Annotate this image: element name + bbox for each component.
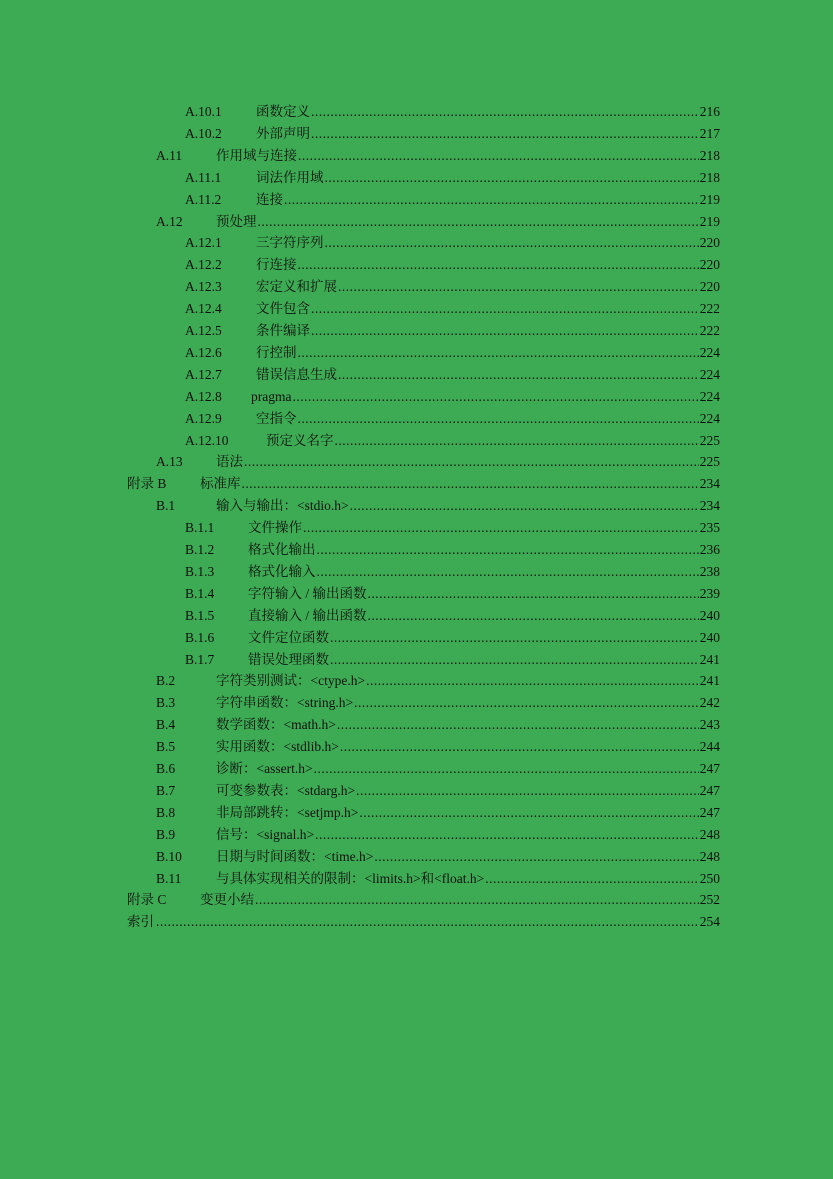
toc-entry-title: 数学函数：<math.h> xyxy=(216,717,336,733)
toc-entry-page: 224 xyxy=(699,344,720,360)
toc-entry-page: 218 xyxy=(699,169,720,185)
toc-entry[interactable] xyxy=(0,847,833,867)
toc-entry-number: B.1.1 xyxy=(185,520,215,536)
toc-entry-title: 格式化输出 xyxy=(248,542,316,557)
toc-entry[interactable] xyxy=(0,606,833,626)
toc-entry-page: 239 xyxy=(699,585,720,601)
toc-entry-number: A.12.1 xyxy=(185,235,222,251)
toc-entry-number: B.5 xyxy=(156,739,176,755)
toc-leader-dots xyxy=(156,912,699,932)
toc-entry-number: A.12.9 xyxy=(185,410,222,426)
toc-entry-number: A.12 xyxy=(156,213,183,229)
toc-entry-number: B.1.6 xyxy=(185,629,215,645)
toc-entry[interactable] xyxy=(0,190,833,210)
toc-entry-number: A.12.5 xyxy=(185,323,222,338)
toc-entry-page: 224 xyxy=(699,366,720,382)
toc-entry[interactable] xyxy=(0,168,833,188)
toc-leader-dots xyxy=(311,124,699,144)
toc-entry[interactable] xyxy=(0,671,833,691)
toc-entry-number: B.1 xyxy=(156,498,176,514)
toc-entry[interactable] xyxy=(0,737,833,757)
toc-entry[interactable] xyxy=(0,693,833,713)
toc-entry-title: 宏定义和扩展 xyxy=(256,279,337,295)
toc-entry-page: 224 xyxy=(699,388,720,404)
toc-entry-page: 241 xyxy=(699,651,720,667)
toc-leader-dots xyxy=(338,365,699,385)
toc-entry[interactable] xyxy=(0,825,833,845)
toc-entry[interactable] xyxy=(0,102,833,122)
toc-entry-number: A.11 xyxy=(156,147,183,163)
toc-entry-title: 信号：<signal.h> xyxy=(216,826,315,842)
toc-entry-title: 词法作用域 xyxy=(256,169,324,185)
toc-entry-title: pragma xyxy=(251,388,292,404)
toc-leader-dots xyxy=(350,496,699,516)
toc-entry-page: 236 xyxy=(699,542,720,557)
toc-entry-title: 与具体实现相关的限制：<limits.h>和<float.h> xyxy=(216,870,485,886)
toc-entry[interactable] xyxy=(0,869,833,889)
toc-entry-page: 220 xyxy=(699,279,720,295)
toc-entry-title: 语法 xyxy=(216,454,243,470)
toc-leader-dots xyxy=(244,452,699,472)
toc-entry-number: B.8 xyxy=(156,804,176,820)
toc-leader-dots xyxy=(317,540,699,560)
toc-entry-number: A.12.3 xyxy=(185,279,222,295)
toc-entry-title: 预定义名字 xyxy=(266,432,334,448)
toc-leader-dots xyxy=(325,168,699,188)
toc-leader-dots xyxy=(368,606,699,626)
toc-leader-dots xyxy=(298,255,699,275)
toc-entry-page: 225 xyxy=(699,454,720,470)
toc-entry-page: 235 xyxy=(699,520,720,536)
toc-leader-dots xyxy=(337,715,699,735)
toc-leader-dots xyxy=(368,584,699,604)
toc-leader-dots xyxy=(330,628,699,648)
toc-entry[interactable] xyxy=(0,299,833,319)
toc-entry-title: 文件包含 xyxy=(256,301,310,317)
toc-entry-number: B.6 xyxy=(156,761,176,776)
toc-entry-number: A.11.1 xyxy=(185,169,222,185)
toc-leader-dots xyxy=(485,869,699,889)
toc-entry-title: 预处理 xyxy=(216,213,257,229)
toc-entry-page: 234 xyxy=(699,498,720,514)
toc-leader-dots xyxy=(340,737,699,757)
toc-entry-page: 242 xyxy=(699,695,720,711)
toc-entry[interactable] xyxy=(0,255,833,275)
toc-entry-number: 索引 xyxy=(127,914,154,930)
toc-entry[interactable] xyxy=(0,496,833,516)
toc-entry[interactable] xyxy=(0,518,833,538)
toc-leader-dots xyxy=(315,825,699,845)
toc-entry-title: 日期与时间函数：<time.h> xyxy=(216,848,374,864)
toc-leader-dots xyxy=(292,387,698,407)
toc-entry[interactable] xyxy=(0,715,833,735)
toc-entry-page: 240 xyxy=(699,607,720,623)
toc-entry[interactable] xyxy=(0,540,833,560)
toc-entry-page: 244 xyxy=(699,739,720,755)
toc-entry-page: 234 xyxy=(699,476,720,492)
toc-entry[interactable] xyxy=(0,409,833,429)
toc-entry-title: 错误信息生成 xyxy=(256,366,337,382)
toc-leader-dots xyxy=(356,781,699,801)
toc-entry-number: 附录 B xyxy=(127,476,167,492)
toc-leader-dots xyxy=(298,146,699,166)
toc-entry-number: B.10 xyxy=(156,848,182,864)
toc-entry-number: B.9 xyxy=(156,826,176,842)
toc-entry-title: 函数定义 xyxy=(256,104,310,119)
toc-leader-dots xyxy=(311,299,699,319)
toc-entry-title: 实用函数：<stdlib.h> xyxy=(216,739,339,755)
toc-leader-dots xyxy=(366,671,699,691)
toc-entry-page: 252 xyxy=(699,892,720,908)
toc-entry[interactable] xyxy=(0,277,833,297)
toc-entry-page: 247 xyxy=(699,804,720,820)
toc-entry-number: B.1.7 xyxy=(185,651,215,667)
toc-entry-page: 247 xyxy=(699,782,720,798)
toc-entry-page: 217 xyxy=(699,125,720,141)
toc-entry[interactable] xyxy=(0,146,833,166)
toc-entry[interactable] xyxy=(0,650,833,670)
toc-entry-page: 247 xyxy=(699,761,720,776)
toc-leader-dots xyxy=(335,431,699,451)
toc-entry[interactable] xyxy=(0,321,833,341)
toc-entry-title: 可变参数表：<stdarg.h> xyxy=(216,782,356,798)
toc-entry[interactable] xyxy=(0,365,833,385)
toc-entry-page: 254 xyxy=(699,914,720,930)
toc-entry[interactable] xyxy=(0,759,833,779)
toc-entry-page: 216 xyxy=(699,104,720,119)
toc-leader-dots xyxy=(317,562,699,582)
toc-leader-dots xyxy=(325,233,699,253)
toc-entry-number: A.10.1 xyxy=(185,104,222,119)
toc-entry-title: 输入与输出：<stdio.h> xyxy=(216,498,349,514)
toc-entry-title: 行控制 xyxy=(256,344,297,360)
toc-entry-title: 诊断：<assert.h> xyxy=(216,761,313,776)
toc-entry[interactable] xyxy=(0,474,833,494)
toc-entry-title: 空指令 xyxy=(256,410,297,426)
toc-leader-dots xyxy=(255,890,699,910)
toc-entry-title: 文件操作 xyxy=(248,520,302,536)
toc-entry-number: B.1.4 xyxy=(185,585,215,601)
toc-entry-number: B.1.5 xyxy=(185,607,215,623)
toc-entry[interactable] xyxy=(0,431,833,451)
toc-entry-title: 连接 xyxy=(256,191,283,207)
toc-entry-page: 238 xyxy=(699,563,720,579)
toc-entry-number: A.12.7 xyxy=(185,366,222,382)
toc-leader-dots xyxy=(242,474,699,494)
toc-entry[interactable] xyxy=(0,584,833,604)
toc-entry-number: B.1.3 xyxy=(185,563,215,579)
toc-entry-title: 文件定位函数 xyxy=(248,629,329,645)
toc-entry-title: 标准库 xyxy=(200,476,241,492)
toc-entry-number: A.12.8 xyxy=(185,388,222,404)
toc-entry[interactable] xyxy=(0,452,833,472)
toc-leader-dots xyxy=(311,321,699,341)
toc-entry-page: 248 xyxy=(699,848,720,864)
toc-leader-dots xyxy=(338,277,699,297)
toc-entry[interactable] xyxy=(0,124,833,144)
toc-entry-title: 字符串函数：<string.h> xyxy=(216,695,354,711)
toc-entry[interactable] xyxy=(0,387,833,407)
toc-leader-dots xyxy=(298,409,699,429)
toc-entry-page: 218 xyxy=(699,147,720,163)
toc-entry[interactable] xyxy=(0,890,833,910)
toc-entry-title: 三字符序列 xyxy=(256,235,324,251)
toc-entry-page: 219 xyxy=(699,191,720,207)
toc-entry-number: B.1.2 xyxy=(185,542,215,557)
toc-entry-page: 241 xyxy=(699,673,720,689)
toc-leader-dots xyxy=(298,343,699,363)
toc-entry-title: 错误处理函数 xyxy=(248,651,329,667)
toc-entry-title: 字符输入 / 输出函数 xyxy=(248,585,367,601)
toc-entry-page: 250 xyxy=(699,870,720,886)
toc-entry-title: 格式化输入 xyxy=(248,563,316,579)
toc-leader-dots xyxy=(374,847,698,867)
toc-entry-page: 220 xyxy=(699,235,720,251)
toc-entry[interactable] xyxy=(0,343,833,363)
toc-entry-number: A.13 xyxy=(156,454,183,470)
toc-entry-page: 248 xyxy=(699,826,720,842)
toc-entry-number: B.11 xyxy=(156,870,182,886)
toc-entry-number: A.12.2 xyxy=(185,257,222,273)
toc-entry-number: 附录 C xyxy=(127,892,167,908)
toc-entry-page: 243 xyxy=(699,717,720,733)
toc-entry-title: 作用域与连接 xyxy=(216,147,297,163)
toc-leader-dots xyxy=(311,102,699,122)
toc-entry-page: 219 xyxy=(699,213,720,229)
toc-leader-dots xyxy=(354,693,699,713)
toc-entry-title: 行连接 xyxy=(256,257,297,273)
toc-entry-number: B.7 xyxy=(156,782,176,798)
toc-entry-page: 222 xyxy=(699,323,720,338)
toc-leader-dots xyxy=(284,190,699,210)
toc-entry-number: B.2 xyxy=(156,673,176,689)
toc-entry-title: 直接输入 / 输出函数 xyxy=(248,607,367,623)
toc-entry-number: A.12.4 xyxy=(185,301,222,317)
toc-entry-title: 非局部跳转：<setjmp.h> xyxy=(216,804,359,820)
toc-leader-dots xyxy=(303,518,699,538)
toc-leader-dots xyxy=(359,803,698,823)
toc-entry[interactable] xyxy=(0,562,833,582)
toc-entry-title: 外部声明 xyxy=(256,125,310,141)
toc-entry-title: 字符类别测试：<ctype.h> xyxy=(216,673,366,689)
toc-entry-number: A.12.10 xyxy=(185,432,229,448)
toc-entry-page: 224 xyxy=(699,410,720,426)
toc-entry-number: B.3 xyxy=(156,695,176,711)
toc-entry[interactable] xyxy=(0,233,833,253)
toc-leader-dots xyxy=(314,759,699,779)
toc-entry[interactable] xyxy=(0,212,833,232)
toc-entry-page: 225 xyxy=(699,432,720,448)
toc-entry-number: A.11.2 xyxy=(185,191,222,207)
toc-entry-page: 222 xyxy=(699,301,720,317)
toc-leader-dots xyxy=(330,650,699,670)
toc-entry-title: 条件编译 xyxy=(256,323,310,338)
toc-entry-number: A.12.6 xyxy=(185,344,222,360)
toc-entry-title: 变更小结 xyxy=(200,892,254,908)
toc-entry-page: 220 xyxy=(699,257,720,273)
toc-entry-number: A.10.2 xyxy=(185,125,222,141)
toc-entry-page: 240 xyxy=(699,629,720,645)
toc-entry-number: B.4 xyxy=(156,717,176,733)
toc-entry[interactable] xyxy=(0,912,833,932)
toc-entry[interactable] xyxy=(0,628,833,648)
toc-entry[interactable] xyxy=(0,781,833,801)
toc-leader-dots xyxy=(258,212,699,232)
toc-entry[interactable] xyxy=(0,803,833,823)
